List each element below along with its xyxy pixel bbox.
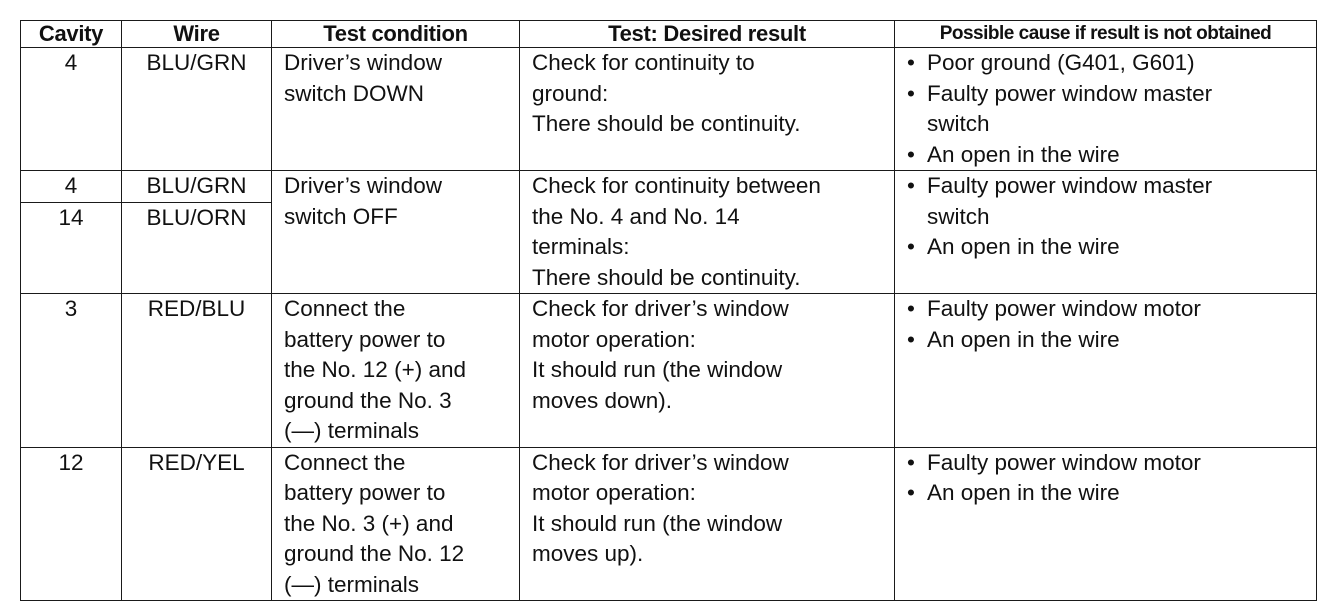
result-line: There should be continuity.: [532, 264, 801, 290]
condition-cell: [272, 48, 520, 171]
cavity-value: 3: [64, 296, 78, 321]
bullet-icon: •: [907, 326, 915, 352]
table-body: [21, 48, 1317, 601]
cause-text: An open in the wire: [927, 234, 1120, 259]
condition-line: ground the No. 12: [284, 541, 465, 566]
cavity-value: 4: [64, 173, 78, 198]
cavity-value: 12: [58, 449, 84, 475]
wire-value: BLU/ORN: [146, 204, 247, 230]
bullet-icon: •: [907, 234, 915, 259]
cause-line: [895, 202, 1316, 233]
header-row: [21, 21, 1317, 48]
condition-line: switch DOWN: [284, 80, 424, 106]
result-cell: [520, 171, 895, 294]
condition-line: Connect the: [284, 296, 406, 321]
table-row: [21, 48, 1317, 171]
cavity-value: 14: [58, 204, 84, 230]
result-line: terminals:: [532, 234, 630, 259]
wire-cell: [122, 294, 272, 448]
cause-text: An open in the wire: [927, 326, 1120, 352]
cause-line: [895, 294, 1316, 325]
result-line: the No. 4 and No. 14: [532, 203, 740, 229]
condition-line: (—) terminals: [284, 571, 420, 597]
result-line: It should run (the window: [532, 357, 783, 382]
cause-line: [895, 232, 1316, 263]
cause-line: [895, 478, 1316, 509]
cause-text: Poor ground (G401, G601): [927, 50, 1195, 75]
header-wire: Wire: [122, 21, 272, 48]
wire-value: BLU/GRN: [146, 50, 247, 75]
condition-line: the No. 3 (+) and: [284, 510, 454, 536]
condition-line: battery power to: [284, 480, 446, 505]
result-line: ground:: [532, 80, 609, 106]
cause-line: [895, 109, 1316, 140]
header-desired-result: Test: Desired result: [520, 21, 895, 48]
condition-line: (—) terminals: [284, 418, 420, 443]
cause-text: switch: [927, 203, 990, 229]
result-line: moves up).: [532, 541, 644, 566]
wire-value: BLU/GRN: [146, 173, 247, 198]
result-line: motor operation:: [532, 326, 696, 352]
result-cell: [520, 447, 895, 601]
bullet-icon: •: [907, 449, 915, 475]
cause-cell: [895, 48, 1317, 171]
cause-line: [895, 79, 1316, 110]
header-test-condition: Test condition: [272, 21, 520, 48]
condition-line: the No. 12 (+) and: [284, 357, 466, 382]
condition-cell: [272, 171, 520, 294]
cavity-cell: [21, 294, 122, 448]
result-line: Check for continuity to: [532, 50, 755, 75]
wire-value: RED/BLU: [147, 296, 246, 321]
bullet-icon: •: [907, 173, 915, 198]
cavity-cell: [21, 447, 122, 601]
result-line: motor operation:: [532, 480, 696, 505]
wire-cell: [122, 48, 272, 171]
wire-value: RED/YEL: [148, 449, 245, 475]
condition-cell: [272, 294, 520, 448]
condition-line: Driver’s window: [284, 173, 442, 198]
result-line: It should run (the window: [532, 510, 783, 536]
condition-line: ground the No. 3: [284, 387, 452, 413]
cause-cell: [895, 294, 1317, 448]
wire-cell: [122, 447, 272, 601]
cause-text: Faulty power window master: [927, 80, 1213, 106]
cause-line: [895, 140, 1316, 171]
bullet-icon: •: [907, 50, 915, 75]
cause-line: [895, 448, 1316, 479]
troubleshooting-sheet: [20, 20, 1316, 601]
table-row: [21, 447, 1317, 601]
result-cell: [520, 294, 895, 448]
cause-cell: [895, 171, 1317, 294]
cause-text: Faulty power window motor: [927, 449, 1201, 475]
cause-text: switch: [927, 111, 990, 136]
table-row: [21, 171, 1317, 294]
condition-line: Connect the: [284, 449, 406, 475]
cause-line: [895, 48, 1316, 79]
cause-text: An open in the wire: [927, 480, 1120, 505]
bullet-icon: •: [907, 296, 915, 321]
cavity-cell: [21, 48, 122, 171]
cavity-cell: [21, 171, 122, 294]
condition-line: switch OFF: [284, 203, 398, 229]
result-line: Check for driver’s window: [532, 296, 789, 321]
cause-text: An open in the wire: [927, 141, 1120, 167]
result-line: There should be continuity.: [532, 111, 801, 136]
cause-text: Faulty power window master: [927, 173, 1213, 198]
result-cell: [520, 48, 895, 171]
bullet-icon: •: [907, 80, 915, 106]
header-possible-cause: Possible cause if result is not obtained: [895, 21, 1317, 48]
cause-cell: [895, 447, 1317, 601]
test-table: [20, 20, 1317, 601]
table-row: [21, 294, 1317, 448]
cause-line: [895, 171, 1316, 202]
cavity-value: 4: [64, 50, 78, 75]
condition-line: Driver’s window: [284, 50, 442, 75]
result-line: Check for continuity between: [532, 173, 821, 198]
condition-cell: [272, 447, 520, 601]
result-line: moves down).: [532, 387, 673, 413]
wire-cell: [122, 171, 272, 294]
result-line: Check for driver’s window: [532, 449, 789, 475]
cause-text: Faulty power window motor: [927, 296, 1201, 321]
bullet-icon: •: [907, 141, 915, 167]
cause-line: [895, 325, 1316, 356]
condition-line: battery power to: [284, 326, 446, 352]
header-cavity: Cavity: [21, 21, 122, 48]
bullet-icon: •: [907, 480, 915, 505]
